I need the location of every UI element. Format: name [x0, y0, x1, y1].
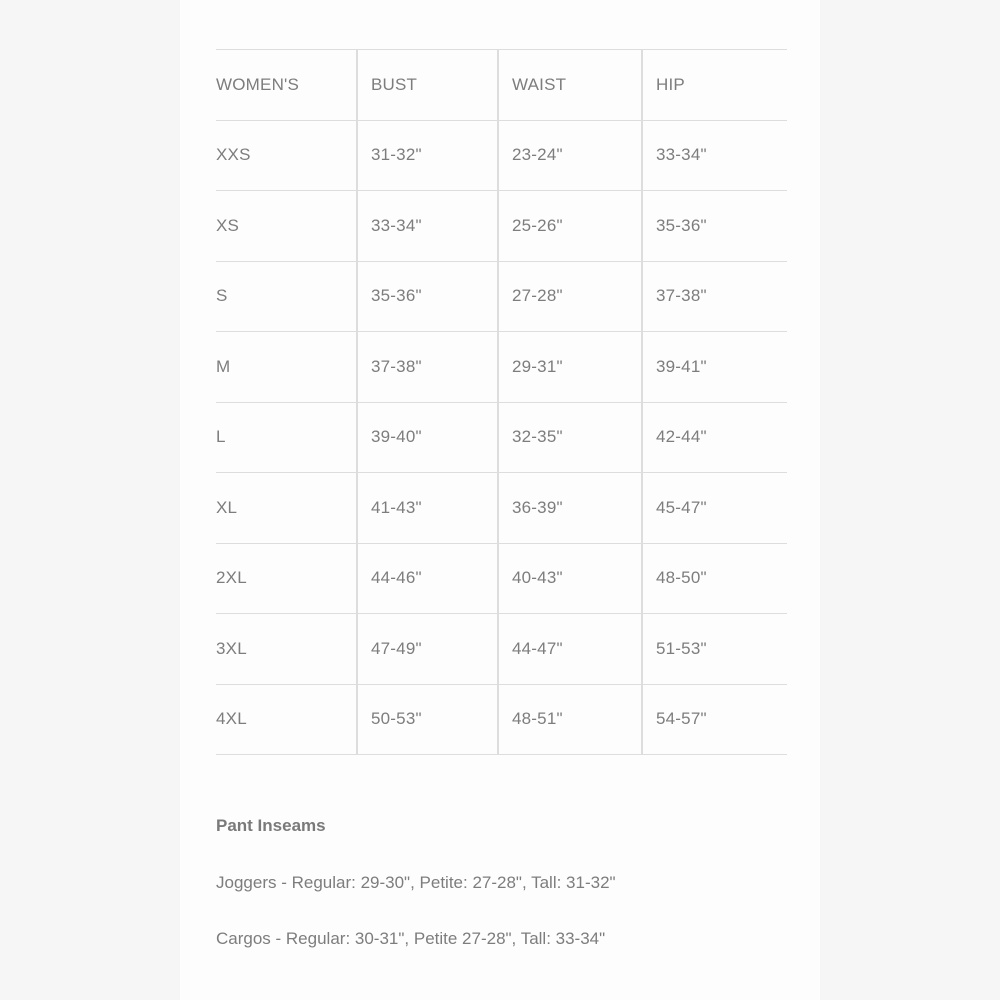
header-bust: BUST: [357, 50, 498, 121]
hip-cell: 33-34": [642, 120, 787, 191]
bust-cell: 35-36": [357, 261, 498, 332]
size-cell: XXS: [216, 120, 357, 191]
cargos-inseam-text: Cargos - Regular: 30-31", Petite 27-28", Tall: 33-34": [216, 929, 606, 948]
waist-cell: 27-28": [498, 261, 642, 332]
table-row: [216, 684, 787, 755]
size-cell: S: [216, 261, 357, 332]
waist-cell: 40-43": [498, 543, 642, 614]
hip-cell: 54-57": [642, 684, 787, 755]
table-row: [216, 614, 787, 685]
table-row: [216, 473, 787, 544]
header-womens: WOMEN'S: [216, 50, 357, 121]
hip-cell: 42-44": [642, 402, 787, 473]
bust-cell: 47-49": [357, 614, 498, 685]
hip-cell: 39-41": [642, 332, 787, 403]
size-cell: L: [216, 402, 357, 473]
bust-cell: 31-32": [357, 120, 498, 191]
waist-cell: 44-47": [498, 614, 642, 685]
size-cell: 2XL: [216, 543, 357, 614]
hip-cell: 37-38": [642, 261, 787, 332]
table-row: [216, 543, 787, 614]
hip-cell: 45-47": [642, 473, 787, 544]
waist-cell: 48-51": [498, 684, 642, 755]
size-cell: 3XL: [216, 614, 357, 685]
hip-cell: 35-36": [642, 191, 787, 262]
size-cell: M: [216, 332, 357, 403]
waist-cell: 23-24": [498, 120, 642, 191]
bust-cell: 39-40": [357, 402, 498, 473]
bust-cell: 44-46": [357, 543, 498, 614]
table-header-row: [216, 50, 787, 121]
pant-inseams-heading: Pant Inseams: [216, 816, 326, 835]
joggers-inseam-text: Joggers - Regular: 29-30", Petite: 27-28", Tall: 31-32": [216, 873, 616, 892]
hip-cell: 51-53": [642, 614, 787, 685]
table-row: [216, 332, 787, 403]
table-row: [216, 191, 787, 262]
bust-cell: 41-43": [357, 473, 498, 544]
table-row: [216, 261, 787, 332]
header-hip: HIP: [642, 50, 787, 121]
waist-cell: 29-31": [498, 332, 642, 403]
header-waist: WAIST: [498, 50, 642, 121]
waist-cell: 25-26": [498, 191, 642, 262]
table-row: [216, 402, 787, 473]
size-cell: 4XL: [216, 684, 357, 755]
size-chart-table: [216, 49, 787, 755]
size-cell: XL: [216, 473, 357, 544]
bust-cell: 33-34": [357, 191, 498, 262]
bust-cell: 37-38": [357, 332, 498, 403]
waist-cell: 36-39": [498, 473, 642, 544]
bust-cell: 50-53": [357, 684, 498, 755]
waist-cell: 32-35": [498, 402, 642, 473]
table-row: [216, 120, 787, 191]
size-cell: XS: [216, 191, 357, 262]
hip-cell: 48-50": [642, 543, 787, 614]
